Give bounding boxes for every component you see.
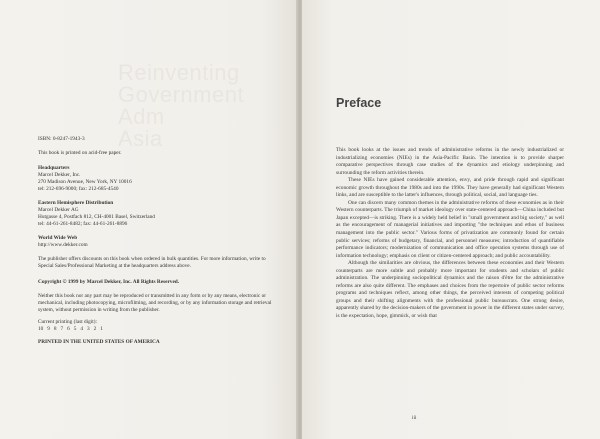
copyright-content [38, 136, 276, 346]
show-through-line: Asia [118, 126, 163, 151]
headquarters-heading: Headquarters [38, 165, 70, 171]
copyright-page [0, 0, 298, 439]
eastern-line: Marcel Dekker AG [38, 207, 79, 213]
discount-note: The publisher offers discounts on this book when ordered in bulk quantities. For more information, write to Special Sales/Professional Marketing at the headquarters address above. [38, 256, 266, 269]
preface-title: Preface [336, 96, 382, 110]
show-through-line: Adm [118, 104, 165, 129]
rights-statement: Neither this book nor any part may be reproduced or transmitted in any form or by any means, electronic or mechanical, including photocopying, microfilming, and recording, or by any information storage and retrieval system, without permission in writing from the publisher. [38, 293, 272, 313]
show-through-line: Government [118, 82, 245, 107]
web-url: http://www.dekker.com [38, 242, 88, 248]
show-through-line: Reinventing [118, 60, 240, 85]
eastern-line: tel: 44-61-261-8482; fax: 44-61-261-8896 [38, 221, 128, 227]
copyright-line: Copyright © 1999 by Marcel Dekker, Inc. All Rights Reserved. [38, 279, 180, 285]
preface-paragraph: One can discern many common themes in the administrative reforms of these economies as in their Western counterparts. The triumph of market ideology over state-centered approach—China included but Japan excepted—is striking. There is a widely held belief in "small government and big society," as well as the encouragement of managerial initiatives and importing "the techniques and ethos of business management into the public sector." Various forms of privatization are commonly found for certain public services; reforms of budgetary, financial, and personnel measures; introduction of quantifiable performance indicators; modernization of communication and office operation systems through use of information technology; emphasis on client or citizen-centered approach; and public accountability. [336, 199, 564, 259]
printing-label: Current printing (last digit): [38, 319, 97, 325]
headquarters-block [38, 165, 276, 193]
printed-in: PRINTED IN THE UNITED STATES OF AMERICA [38, 339, 160, 345]
eastern-line: Hutgasse 4, Postfach 812, CH-4001 Basel, Switzerland [38, 214, 155, 220]
web-block [38, 235, 276, 249]
headquarters-line: Marcel Dekker, Inc. [38, 172, 81, 178]
isbn: ISBN: 0-8247-1943-3 [38, 136, 85, 142]
preface-paragraph: These NIEs have gained considerable attention, envy, and pride through rapid and significant economic growth throughout the 1980s and into the 1990s. They have generally had significant Western links, and are susceptible to the latter's influences, through political, social, and language ties. [336, 177, 564, 199]
headquarters-line: tel: 212-696-9000; fax: 212-685-4540 [38, 186, 119, 192]
preface-paragraph: Although the similarities are obvious, the differences between these economies and their Western counterparts are more subtle and probably more important for students and scholars of public administration. The underpinning sociopolitical dynamics and the raison d'être for the administrative reforms are also quite different. The emphases and choices from the repertoire of public sector reforms programs and techniques reflect, among other things, the perceived interests of competing political groups and their shifting alignments with the professional public bureaucrats. One strong desire, apparently shared by the decision-makers of the government in power in the different states under survey, is the expectation, hope, gimmick, or wish that [336, 260, 564, 320]
acid-free-note: This book is printed on acid-free paper. [38, 150, 122, 156]
page-number: iii [412, 415, 417, 421]
eastern-distribution-block [38, 200, 276, 228]
headquarters-line: 270 Madison Avenue, New York, NY 10016 [38, 179, 132, 185]
preface-paragraph: This book looks at the issues and trends of administrative reforms in the newly industrialized or industrializing economies (NIEs) in the Asia-Pacific Basin. The intention is to provide sharper comparative perspectives through case studies of the dynamics and etiology underpinning and surrounding the reform activities therein. [336, 147, 564, 176]
printing-digits: 10 9 8 7 6 5 4 3 2 1 [38, 326, 103, 332]
web-heading: World Wide Web [38, 235, 78, 241]
preface-content [336, 96, 564, 321]
eastern-heading: Eastern Hemisphere Distribution [38, 200, 114, 206]
